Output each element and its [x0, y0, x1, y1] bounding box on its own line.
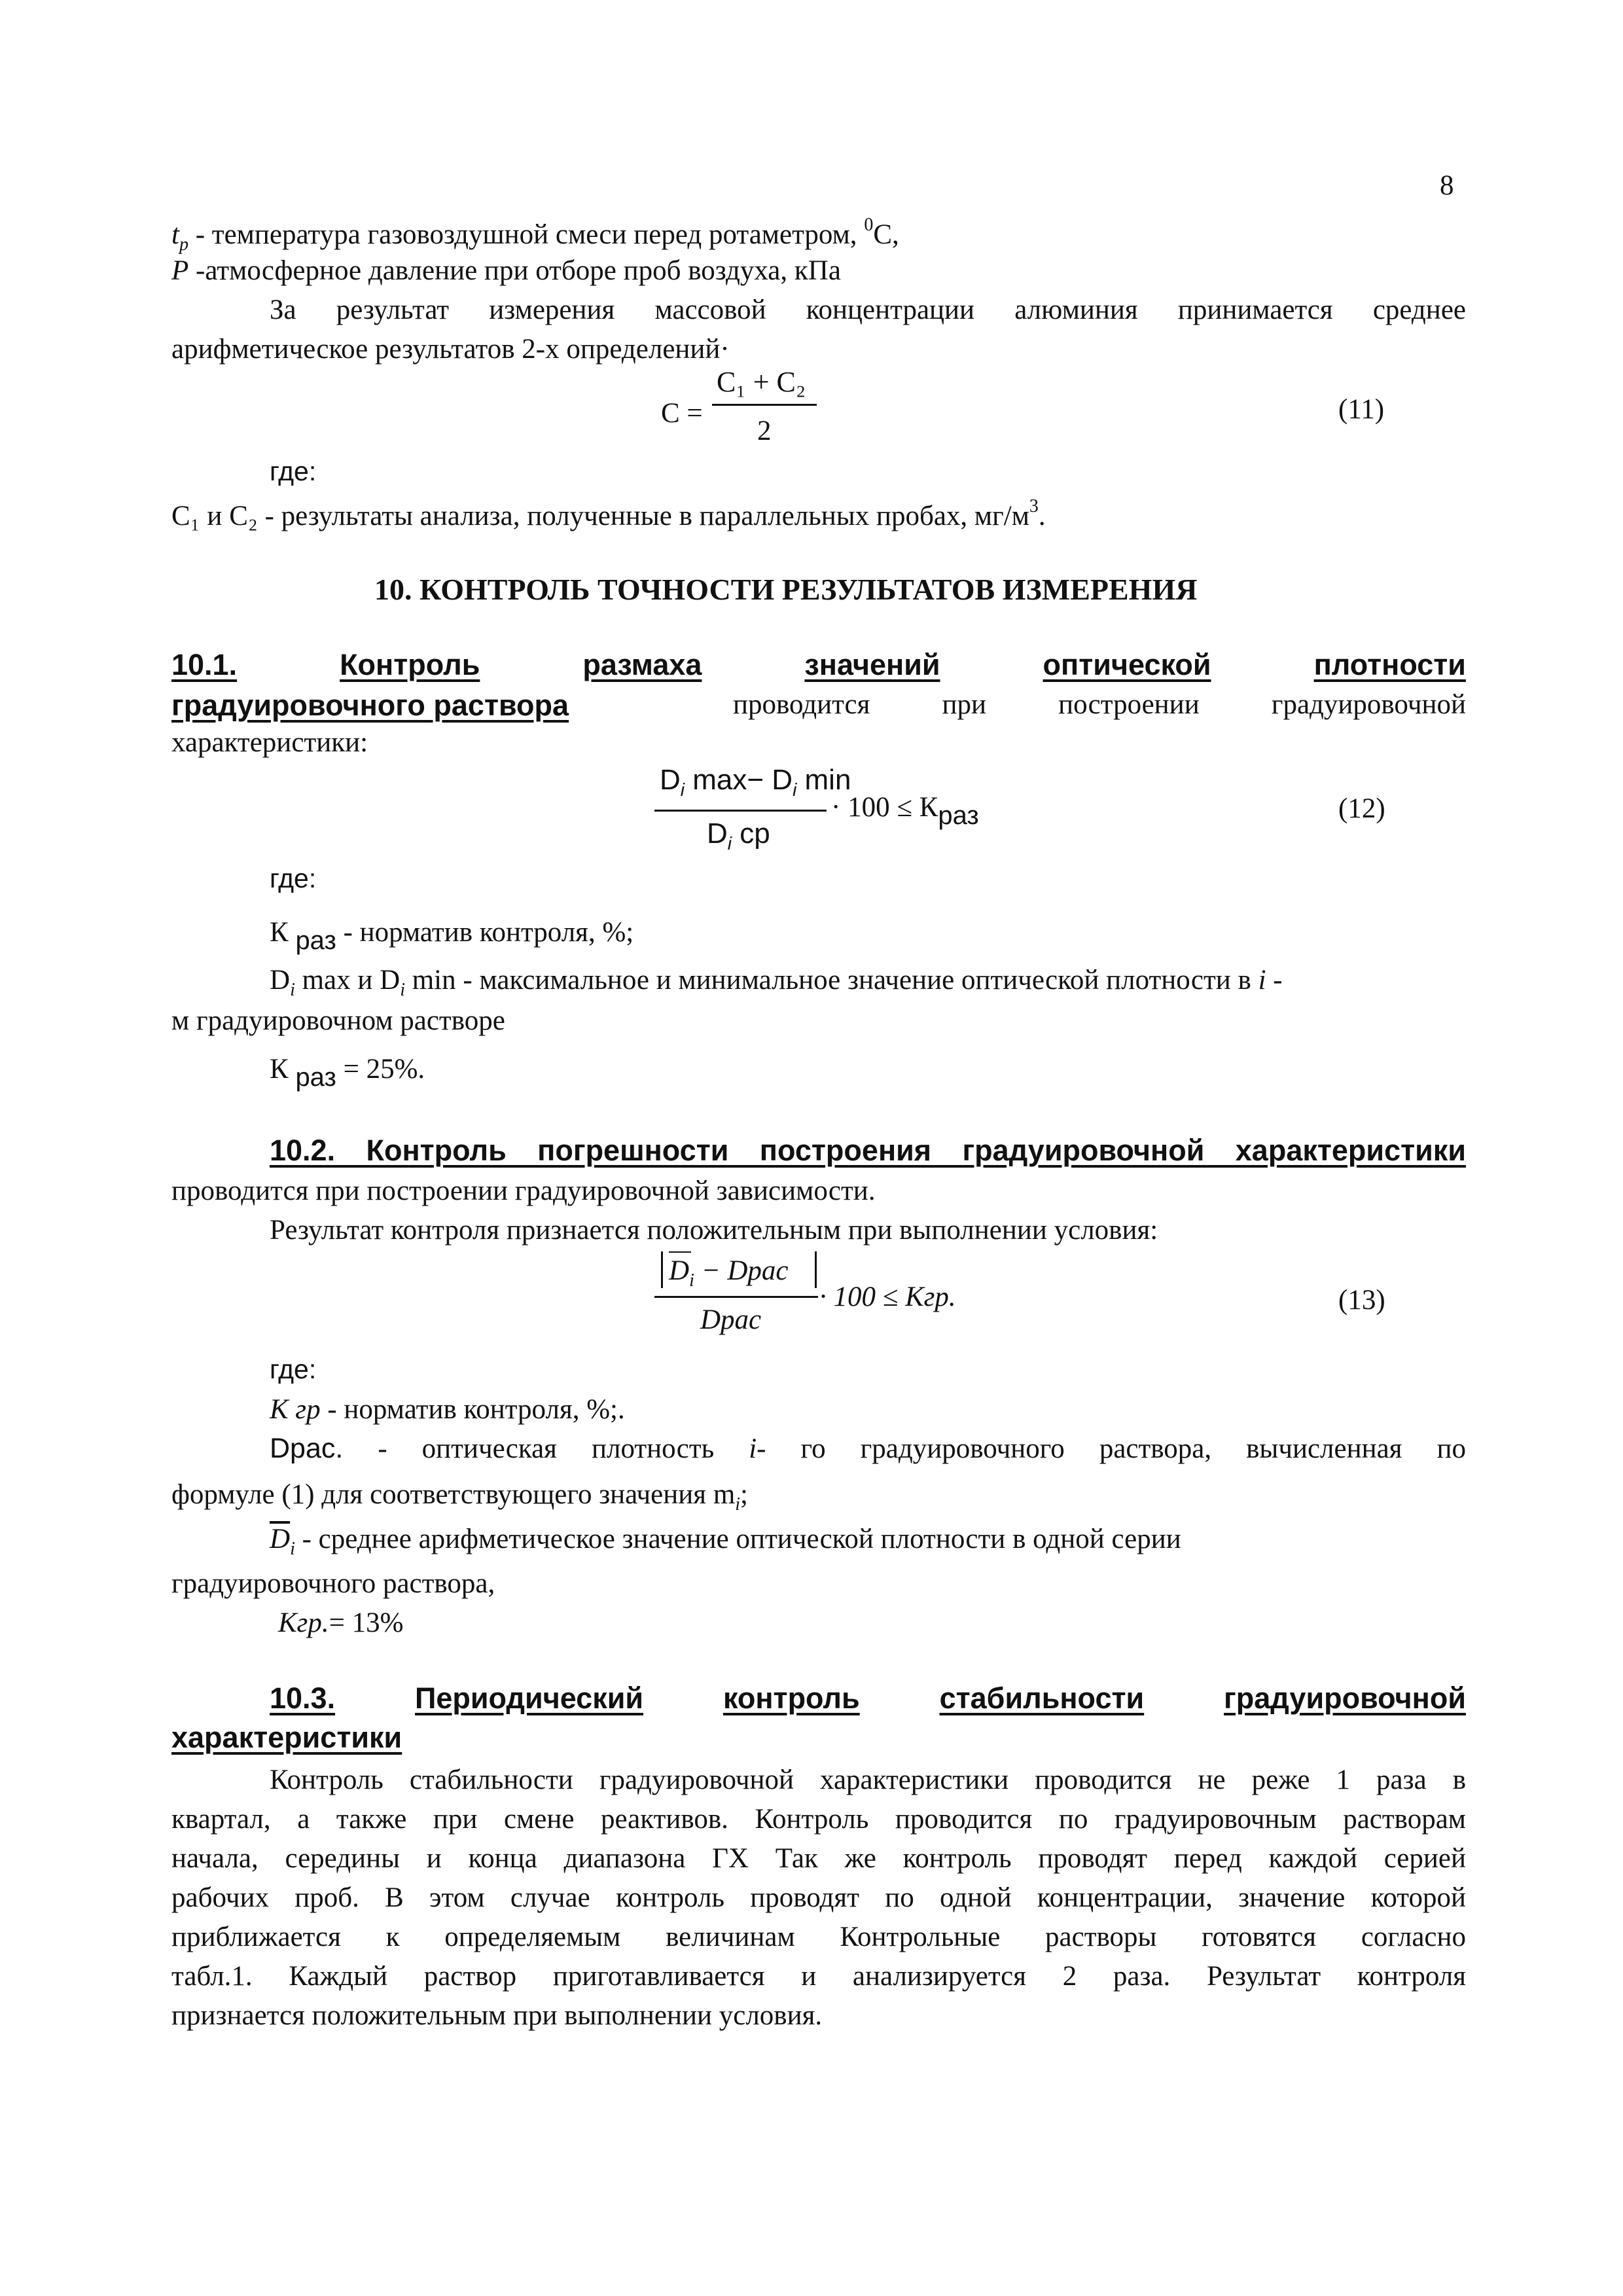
subsection-10-2-heading: 10.2. Контроль погрешности построения градуировочной характеристики	[270, 1134, 1466, 1167]
text-word: -	[378, 1433, 387, 1464]
heading-word: плотности	[1313, 648, 1466, 681]
paragraph-line: начала, середины и конца диапазона ГХ Так же контроль проводят перед каждой серией	[171, 1843, 1466, 1874]
formula-12-num-end: min	[796, 764, 851, 796]
c1-symbol: С₁	[171, 501, 200, 531]
d-def-end: -	[1266, 965, 1283, 996]
cube-superscript: 3	[1029, 496, 1039, 516]
k-raz-subscript: раз	[938, 801, 979, 830]
formula-11-fraction-bar	[712, 404, 817, 406]
formula-12-den-end: ср	[732, 817, 770, 850]
result-line-2: арифметическое результатов 2-х определений·	[171, 334, 730, 365]
i-subscript: i	[680, 780, 685, 800]
i-subscript: i	[290, 980, 295, 1000]
d-definition-cont: м градуировочном растворе	[171, 1005, 505, 1036]
formula-11-denominator: 2	[757, 416, 772, 446]
d-definition	[270, 966, 1283, 999]
d-symbol: D	[707, 817, 728, 850]
k-symbol: К	[270, 1054, 296, 1085]
kgr-value	[278, 1609, 403, 1637]
tp-unit: С,	[873, 219, 899, 250]
dras-end: ;	[740, 1479, 748, 1510]
formula-12-number: (12)	[1338, 793, 1385, 824]
dras-definition	[270, 1435, 1466, 1463]
formula-11-numerator: С₁ + С₂	[717, 366, 806, 398]
degree-mark: 0	[864, 215, 874, 235]
subsection-10-1-line-3: характеристики:	[171, 727, 368, 758]
text-word: вычисленная	[1246, 1433, 1402, 1464]
kgr-value-text: = 13%	[329, 1607, 404, 1638]
heading-word: оптической	[1043, 648, 1211, 681]
text-word: при	[942, 689, 986, 720]
dbar-definition	[270, 1525, 1181, 1558]
formula-12-fraction-bar	[654, 810, 827, 812]
heading-word: значений	[804, 648, 940, 681]
and-word: и	[200, 501, 230, 531]
subsection-10-2-line-2: проводится при построении градуировочной зависимости.	[171, 1175, 876, 1206]
formula-11-number: (11)	[1338, 394, 1385, 425]
i-subscript: i	[689, 1270, 694, 1291]
dras-text: формуле (1) для соответствующего значения m	[171, 1479, 736, 1510]
tp-text: - температура газовоздушной смеси перед ротаметром,	[188, 219, 865, 250]
text-word: по	[1436, 1433, 1466, 1464]
heading-word: градуировочной	[1224, 1681, 1466, 1715]
d-symbol: D	[669, 1255, 690, 1286]
subsection-10-1-heading-line	[171, 650, 1466, 679]
c2-symbol: С₂	[229, 501, 258, 531]
where-label-2: где:	[270, 863, 317, 893]
subsection-10-3-heading-line	[270, 1683, 1466, 1713]
heading-word: 10.1.	[171, 648, 238, 681]
formula-13-num-rest: − Dрас	[694, 1255, 789, 1286]
formula-13-numerator	[669, 1257, 789, 1290]
d-symbol: D	[270, 965, 291, 996]
c-def-end: .	[1038, 501, 1046, 531]
page-number: 8	[1440, 170, 1454, 201]
k-raz-text: - норматив контроля, %;	[336, 917, 634, 948]
c-definition	[171, 497, 1046, 530]
dras-definition-cont	[171, 1480, 748, 1514]
d-symbol: D	[660, 764, 681, 796]
k-symbol: К	[270, 917, 296, 948]
d-bar-symbol: $\overline{D}$	[270, 1524, 291, 1554]
text-word: оптическая	[421, 1433, 557, 1464]
k-raz-definition	[270, 918, 633, 954]
c-def-text: - результаты анализа, полученные в параллельных пробах, мг/м	[257, 501, 1029, 531]
text-word: го	[800, 1433, 826, 1464]
i-subscript: i	[400, 980, 405, 1000]
text-word: плотность	[591, 1433, 715, 1464]
kgr-symbol: К гр	[270, 1394, 321, 1425]
formula-13-tail: · 100 ≤ Кгр.	[819, 1282, 956, 1312]
dras-symbol: Dрас.	[270, 1433, 344, 1464]
text-word: проводится	[733, 689, 870, 720]
formula-12-numerator	[660, 766, 851, 799]
dbar-definition-cont: градуировочного раствора,	[171, 1568, 495, 1599]
formula-13-overline	[669, 1251, 691, 1253]
where-label-1: где:	[270, 456, 317, 486]
text-word: i-	[749, 1433, 766, 1464]
kgr-definition	[270, 1395, 625, 1424]
heading-word: 10.3.	[270, 1681, 336, 1715]
kgr-symbol: Кгр.	[278, 1607, 329, 1638]
formula-12-denominator	[707, 819, 770, 853]
result-line-1: За результат измерения массовой концентрации алюминия принимается среднее	[270, 295, 1466, 325]
d-def-text-1: max и D	[294, 965, 401, 996]
formula-13-number: (13)	[1338, 1285, 1385, 1316]
k-raz-value	[270, 1055, 425, 1090]
p-definition	[171, 257, 841, 285]
k-raz-subscript: раз	[295, 926, 336, 955]
formula-11-lhs: С =	[661, 398, 703, 429]
text-word: построении	[1058, 689, 1200, 720]
i-symbol: i	[1258, 965, 1266, 996]
text-word: раствора,	[1099, 1433, 1212, 1464]
formula-13-fraction-bar	[654, 1296, 818, 1298]
formula-12-tail-text: · 100 ≤ К	[831, 792, 938, 823]
subsection-10-2-line-3: Результат контроля признается положительным при выполнении условия:	[270, 1215, 1158, 1246]
heading-word: Периодический	[414, 1681, 644, 1715]
section-10-heading: 10. КОНТРОЛЬ ТОЧНОСТИ РЕЗУЛЬТАТОВ ИЗМЕРЕНИЯ	[374, 573, 1198, 606]
i-subscript: i	[290, 1539, 295, 1559]
formula-13-denominator: Dрас	[700, 1304, 762, 1335]
heading-word: стабильности	[939, 1681, 1145, 1715]
heading-word: размаха	[582, 648, 702, 681]
p-text: -атмосферное давление при отборе проб воздуха, кПа	[188, 255, 841, 286]
where-label-3: где:	[270, 1354, 317, 1384]
text-word: градуировочной	[1271, 689, 1466, 720]
formula-12-tail	[831, 793, 979, 829]
paragraph-line: приближается к определяемым величинам Контрольные растворы готовятся согласно	[171, 1922, 1466, 1952]
k-raz-value-text: = 25%.	[336, 1054, 425, 1085]
kgr-text: - норматив контроля, %;.	[320, 1394, 625, 1425]
paragraph-line: Контроль стабильности градуировочной характеристики проводится не реже 1 раза в	[270, 1765, 1466, 1795]
i-subscript: i	[793, 780, 797, 800]
formula-12-num-mid: max− D	[685, 764, 793, 796]
paragraph-line: признается положительным при выполнении условия.	[171, 2000, 823, 2031]
text-word: градуировочного	[860, 1433, 1065, 1464]
heading-word: контроль	[722, 1681, 860, 1715]
i-subscript: i	[735, 1494, 741, 1515]
subsection-10-3-heading-cont: характеристики	[171, 1721, 402, 1754]
subsection-10-1-heading-cont: градуировочного раствора	[171, 689, 569, 722]
paragraph-line: квартал, а также при смене реактивов. Контроль проводится по градуировочным растворам	[171, 1804, 1466, 1835]
d-def-text-2: min - максимальное и минимальное значение оптической плотности в	[404, 965, 1258, 996]
paragraph-line: рабочих проб. В этом случае контроль проводят по одной концентрации, значение которой	[171, 1882, 1466, 1913]
dbar-text: - среднее арифметическое значение оптической плотности в одной серии	[294, 1524, 1181, 1554]
paragraph-line: табл.1. Каждый раствор приготавливается и анализируется 2 раза. Результат контроля	[171, 1961, 1466, 1992]
p-symbol: Р	[171, 255, 189, 286]
subsection-10-1-text-cont	[733, 691, 1466, 719]
tp-subscript: p	[179, 234, 188, 255]
heading-word: Контроль	[340, 648, 480, 681]
i-subscript: i	[727, 833, 732, 853]
tp-definition	[171, 216, 899, 254]
tp-symbol: t	[171, 219, 179, 250]
k-raz-subscript: раз	[295, 1063, 336, 1092]
